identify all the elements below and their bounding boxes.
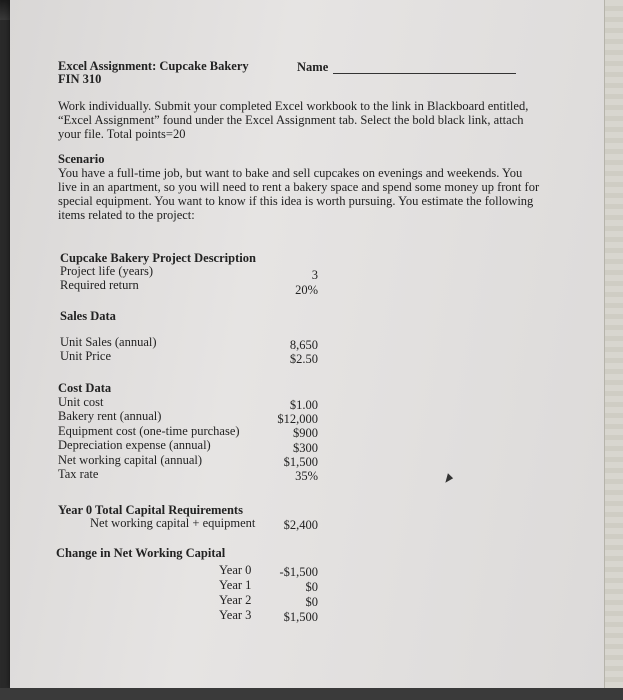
scenario-line: You have a full-time job, but want to bake and sell cupcakes on evenings and weekends. You — [58, 166, 523, 180]
cost-heading: Cost Data — [58, 381, 112, 395]
capital-label: Net working capital + equipment — [90, 516, 256, 530]
nwc-year: Year 0 — [219, 563, 252, 577]
project-label: Required return — [60, 278, 139, 292]
scenario-heading: Scenario — [58, 152, 105, 166]
nwc-value: $0 — [305, 580, 318, 594]
sales-heading: Sales Data — [60, 309, 116, 323]
cost-value: $900 — [293, 426, 318, 440]
sales-label: Unit Price — [60, 349, 112, 363]
project-label: Project life (years) — [60, 264, 154, 278]
nwc-year: Year 1 — [219, 578, 252, 592]
cost-value: $12,000 — [277, 412, 318, 426]
instructions-line: “Excel Assignment” found under the Excel Assignment tab. Select the bold black link, attach — [58, 113, 524, 127]
nwc-value: -$1,500 — [279, 565, 318, 579]
capital-heading: Year 0 Total Capital Requirements — [58, 503, 243, 517]
cost-label: Unit cost — [58, 395, 104, 409]
scenario-line: items related to the project: — [58, 208, 195, 222]
scenario-line: live in an apartment, so you will need to rent a bakery space and spend some money up front for — [58, 180, 540, 194]
sales-value: $2.50 — [289, 352, 318, 366]
cost-value: $1,500 — [283, 455, 318, 469]
cost-label: Tax rate — [58, 467, 99, 481]
capital-value: $2,400 — [283, 518, 318, 532]
cost-value: 35% — [295, 469, 318, 483]
nwc-year: Year 2 — [219, 593, 252, 607]
document-title: Excel Assignment: Cupcake Bakery — [58, 59, 249, 73]
nwc-year: Year 3 — [219, 608, 252, 622]
cost-label: Net working capital (annual) — [58, 453, 203, 467]
cost-value: $300 — [293, 441, 318, 455]
cost-label: Depreciation expense (annual) — [58, 438, 211, 452]
scenario-line: special equipment. You want to know if this idea is worth pursuing. You estimate the following — [58, 194, 534, 208]
name-label: Name — [297, 60, 329, 74]
cost-label: Equipment cost (one-time purchase) — [58, 424, 240, 438]
project-value: 3 — [311, 268, 318, 282]
sales-label: Unit Sales (annual) — [60, 335, 157, 349]
instructions-line: Work individually. Submit your completed Excel workbook to the link in Blackboard entitled, — [58, 99, 529, 113]
instructions-line: your file. Total points=20 — [58, 127, 186, 141]
nwc-value: $1,500 — [283, 610, 318, 624]
name-line — [333, 73, 516, 74]
cost-label: Bakery rent (annual) — [58, 409, 162, 423]
nwc-value: $0 — [305, 595, 318, 609]
background-bottom — [0, 688, 623, 700]
nwc-heading: Change in Net Working Capital — [56, 546, 226, 560]
project-heading: Cupcake Bakery Project Description — [60, 251, 256, 265]
course-code: FIN 310 — [58, 72, 102, 86]
cost-value: $1.00 — [289, 398, 318, 412]
paper-stack-edge — [604, 0, 623, 700]
project-value: 20% — [295, 283, 318, 297]
sales-value: 8,650 — [289, 338, 318, 352]
